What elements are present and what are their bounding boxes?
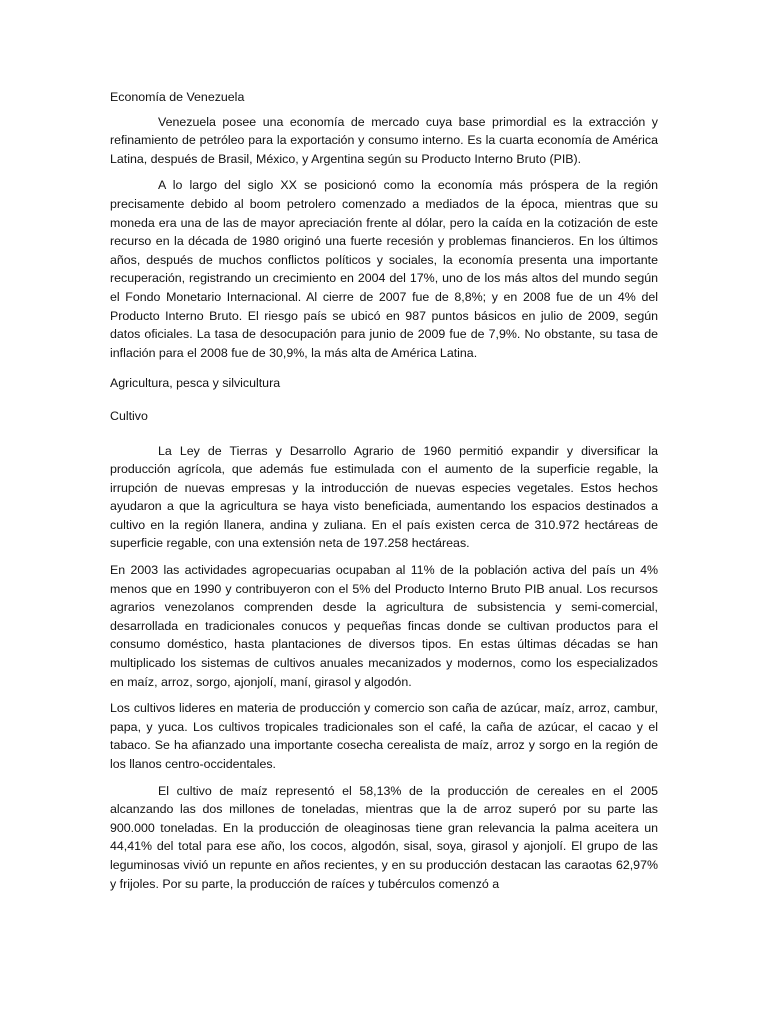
body-paragraph: La Ley de Tierras y Desarrollo Agrario de 1960 permitió expandir y diversificar la producción agrícola, que además fue estimulada con el aumento de la superficie regable, la irrupción de nuevas empresas y la introducción de nuevas especies vegetales. Estos hechos ayudaron a que la agricultura se haya visto beneficiada, aumentando los espacios destinados a cultivo en la región llanera, andina y zuliana. En el país existen cerca de 310.972 hectáreas de superficie regable, con una extensión neta de 197.258 hectáreas. bbox=[110, 443, 658, 551]
body-paragraph: El cultivo de maíz representó el 58,13% de la producción de cereales en el 2005 alcanzando las dos millones de toneladas, mientras que la de arroz superó por su parte las 900.000 toneladas. En la producción de oleaginosas tiene gran relevancia la palma aceitera un 44,41% del total para ese año, los cocos, algodón, sisal, soya, girasol y ajonjolí. El grupo de las leguminosas vivió un repunte en años recientes, y en su producción destacan las caraotas 62,97% y frijoles. Por su parte, la producción de raíces y tubérculos comenzó a bbox=[110, 783, 658, 891]
document-title: Economía de Venezuela bbox=[110, 90, 245, 104]
document-body bbox=[110, 88, 658, 901]
intro-paragraph: Venezuela posee una economía de mercado cuya base primordial es la extracción y refinamiento de petróleo para la exportación y consumo interno. Es la cuarta economía de América Latina, después de Brasil, México, y Argentina según su Producto Interno Bruto (PIB). bbox=[110, 114, 658, 166]
subsection-heading: Cultivo bbox=[110, 408, 148, 423]
intro-paragraph: A lo largo del siglo XX se posicionó como la economía más próspera de la región precisamente debido al boom petrolero comenzado a mediados de la época, mientras que su moneda era una de las de mayor apreciación frente al dólar, pero la caída en la cotización de este recurso en la década de 1980 originó una fuerte recesión y problemas financieros. En los últimos años, después de muchos conflictos políticos y sociales, la economía presenta una importante recuperación, registrando un crecimiento en 2004 del 17%, uno de los más altos del mundo según el Fondo Monetario Internacional. Al cierre de 2007 fue de 8,8%; y en 2008 fue de un 4% del Producto Interno Bruto. El riesgo país se ubicó en 987 puntos básicos en julio de 2009, según datos oficiales. La tasa de desocupación para junio de 2009 fue de 7,9%. No obstante, su tasa de inflación para el 2008 fue de 30,9%, la más alta de América Latina. bbox=[110, 178, 658, 360]
body-paragraph: Los cultivos lideres en materia de producción y comercio son caña de azúcar, maíz, arroz, cambur, papa, y yuca. Los cultivos tropicales tradicionales son el café, la caña de azúcar, el cacao y el tabaco. Se ha afianzado una importante cosecha cerealista de maíz, arroz y sorgo en la región de los llanos centro-occidentales. bbox=[110, 701, 658, 771]
section-heading: Agricultura, pesca y silvicultura bbox=[110, 376, 281, 391]
body-paragraph: En 2003 las actividades agropecuarias ocupaban al 11% de la población activa del país un 4% menos que en 1990 y contribuyeron con el 5% del Producto Interno Bruto PIB anual. Los recursos agrarios venezolanos comprenden desde la agricultura de subsistencia y semi-comercial, desarrollada en tradicionales conucos y pequeñas fincas donde se cultivan productos para el consumo doméstico, hasta plantaciones de diversos tipos. En estas últimas décadas se han multiplicado los sistemas de cultivos anuales mecanizados y modernos, como los especializados en maíz, arroz, sorgo, ajonjolí, maní, girasol y algodón. bbox=[110, 563, 658, 689]
